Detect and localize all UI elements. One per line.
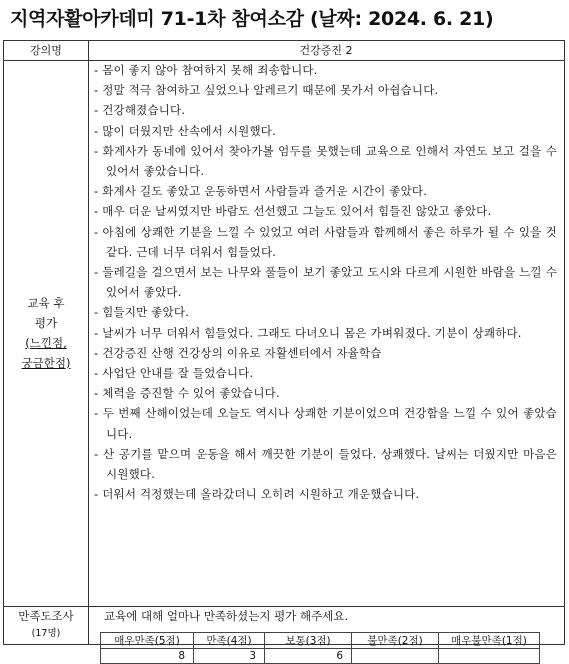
evaluation-label-line3: (느낀점, [25,336,67,350]
feedback-item: - 정말 적극 참여하고 싶었으나 알레르기 때문에 못가서 아쉽습니다. [94,83,439,98]
feedback-item: - 화계사 길도 좋았고 운동하면서 사람들과 즐거운 시간이 좋았다. [94,184,428,199]
feedback-item: - 건강증진 산행 건강상의 이유로 자활센터에서 자율학습 [94,345,382,360]
satisfaction-title: 만족도조사 [18,609,74,623]
satisfaction-label-cell [4,606,89,644]
feedback-item: - 아침에 상쾌한 기분을 느낄 수 있었고 여러 사람들과 함께해서 좋은 하루가 될 수 있을 것 같다. 근데 너무 더워서 힘들었다. [94,224,557,259]
rating-header: 매우만족(5점) [101,633,194,649]
rating-table [100,632,540,664]
satisfaction-row [4,606,564,662]
evaluation-label-line2: 평가 [34,316,58,330]
feedback-item: - 체력을 증진할 수 있어 좋았습니다. [94,386,280,401]
feedback-item: - 더워서 걱정했는데 올라갔더니 오히려 시원하고 개운했습니다. [94,487,420,502]
header-row [4,41,564,61]
course-name: 건강증진 2 [299,44,353,57]
feedback-item: - 매우 더운 날씨였지만 바람도 선선했고 그늘도 있어서 힘들진 않았고 좋았다. [94,204,492,219]
rating-value-row [101,649,540,664]
respondent-count: (17명) [31,628,61,639]
evaluation-label-cell [4,60,89,606]
rating-header: 보통(3점) [265,633,352,649]
rating-value: 8 [101,649,194,664]
feedback-item: - 많이 더웠지만 산속에서 시원했다. [94,123,276,138]
feedback-item: - 화계사가 동네에 있어서 찾아가볼 엄두를 못했는데 교육으로 인해서 자연도 보고 걸을 수 있어서 좋았습니다. [94,143,557,179]
rating-value [352,649,439,664]
rating-value [439,649,540,664]
feedback-list [94,60,557,504]
evaluation-label-line4: 궁금한점) [21,356,71,370]
page-title: 지역자활아카데미 71-1차 참여소감 (날짜: 2024. 6. 21) [10,8,494,30]
feedback-item: - 몸이 좋지 않아 참여하지 못해 죄송합니다. [94,63,318,77]
lecture-name-label: 강의명 [30,44,62,57]
satisfaction-label [4,606,88,644]
rating-value: 6 [265,649,352,664]
feedback-item: - 사업단 안내를 잘 들었습니다. [94,366,254,381]
evaluation-label-line1: 교육 후 [27,296,65,310]
feedback-item: - 날씨가 너무 더워서 힘들었다. 그래도 다녀오니 몸은 가벼워졌다. 기분이 상쾌하다. [94,325,522,340]
rating-value: 3 [194,649,265,664]
feedback-item: - 두 번째 산해이었는데 오늘도 역시나 상쾌한 기분이었으며 건강함을 느낄 수 있어 좋았습니다. [94,406,557,441]
evaluation-label [4,60,88,606]
label-column-cell [4,41,89,60]
feedback-item: - 산 공기를 맡으며 운동을 해서 깨끗한 기분이 들었다. 상쾌했다. 날씨는 더웠지만 마음은 시원했다. [94,446,557,482]
feedback-item: - 힘들지만 좋았다. [94,305,190,320]
rating-header: 만족(4점) [194,633,265,649]
rating-header-row [101,633,540,649]
rating-header: 불만족(2점) [352,633,439,649]
evaluation-row [4,60,564,607]
feedback-item: - 둘레길을 걸으면서 보는 나무와 풀들이 보기 좋았고 도시와 다르게 시원한 바람을 느낄 수 있어서 좋았다. [94,265,557,300]
feedback-item: - 건강해졌습니다. [94,103,186,118]
rating-header: 매우불만족(1점) [439,633,540,649]
survey-table [3,40,565,662]
satisfaction-question: 교육에 대해 얼마나 만족하셨는지 평가 해주세요. [104,609,349,623]
